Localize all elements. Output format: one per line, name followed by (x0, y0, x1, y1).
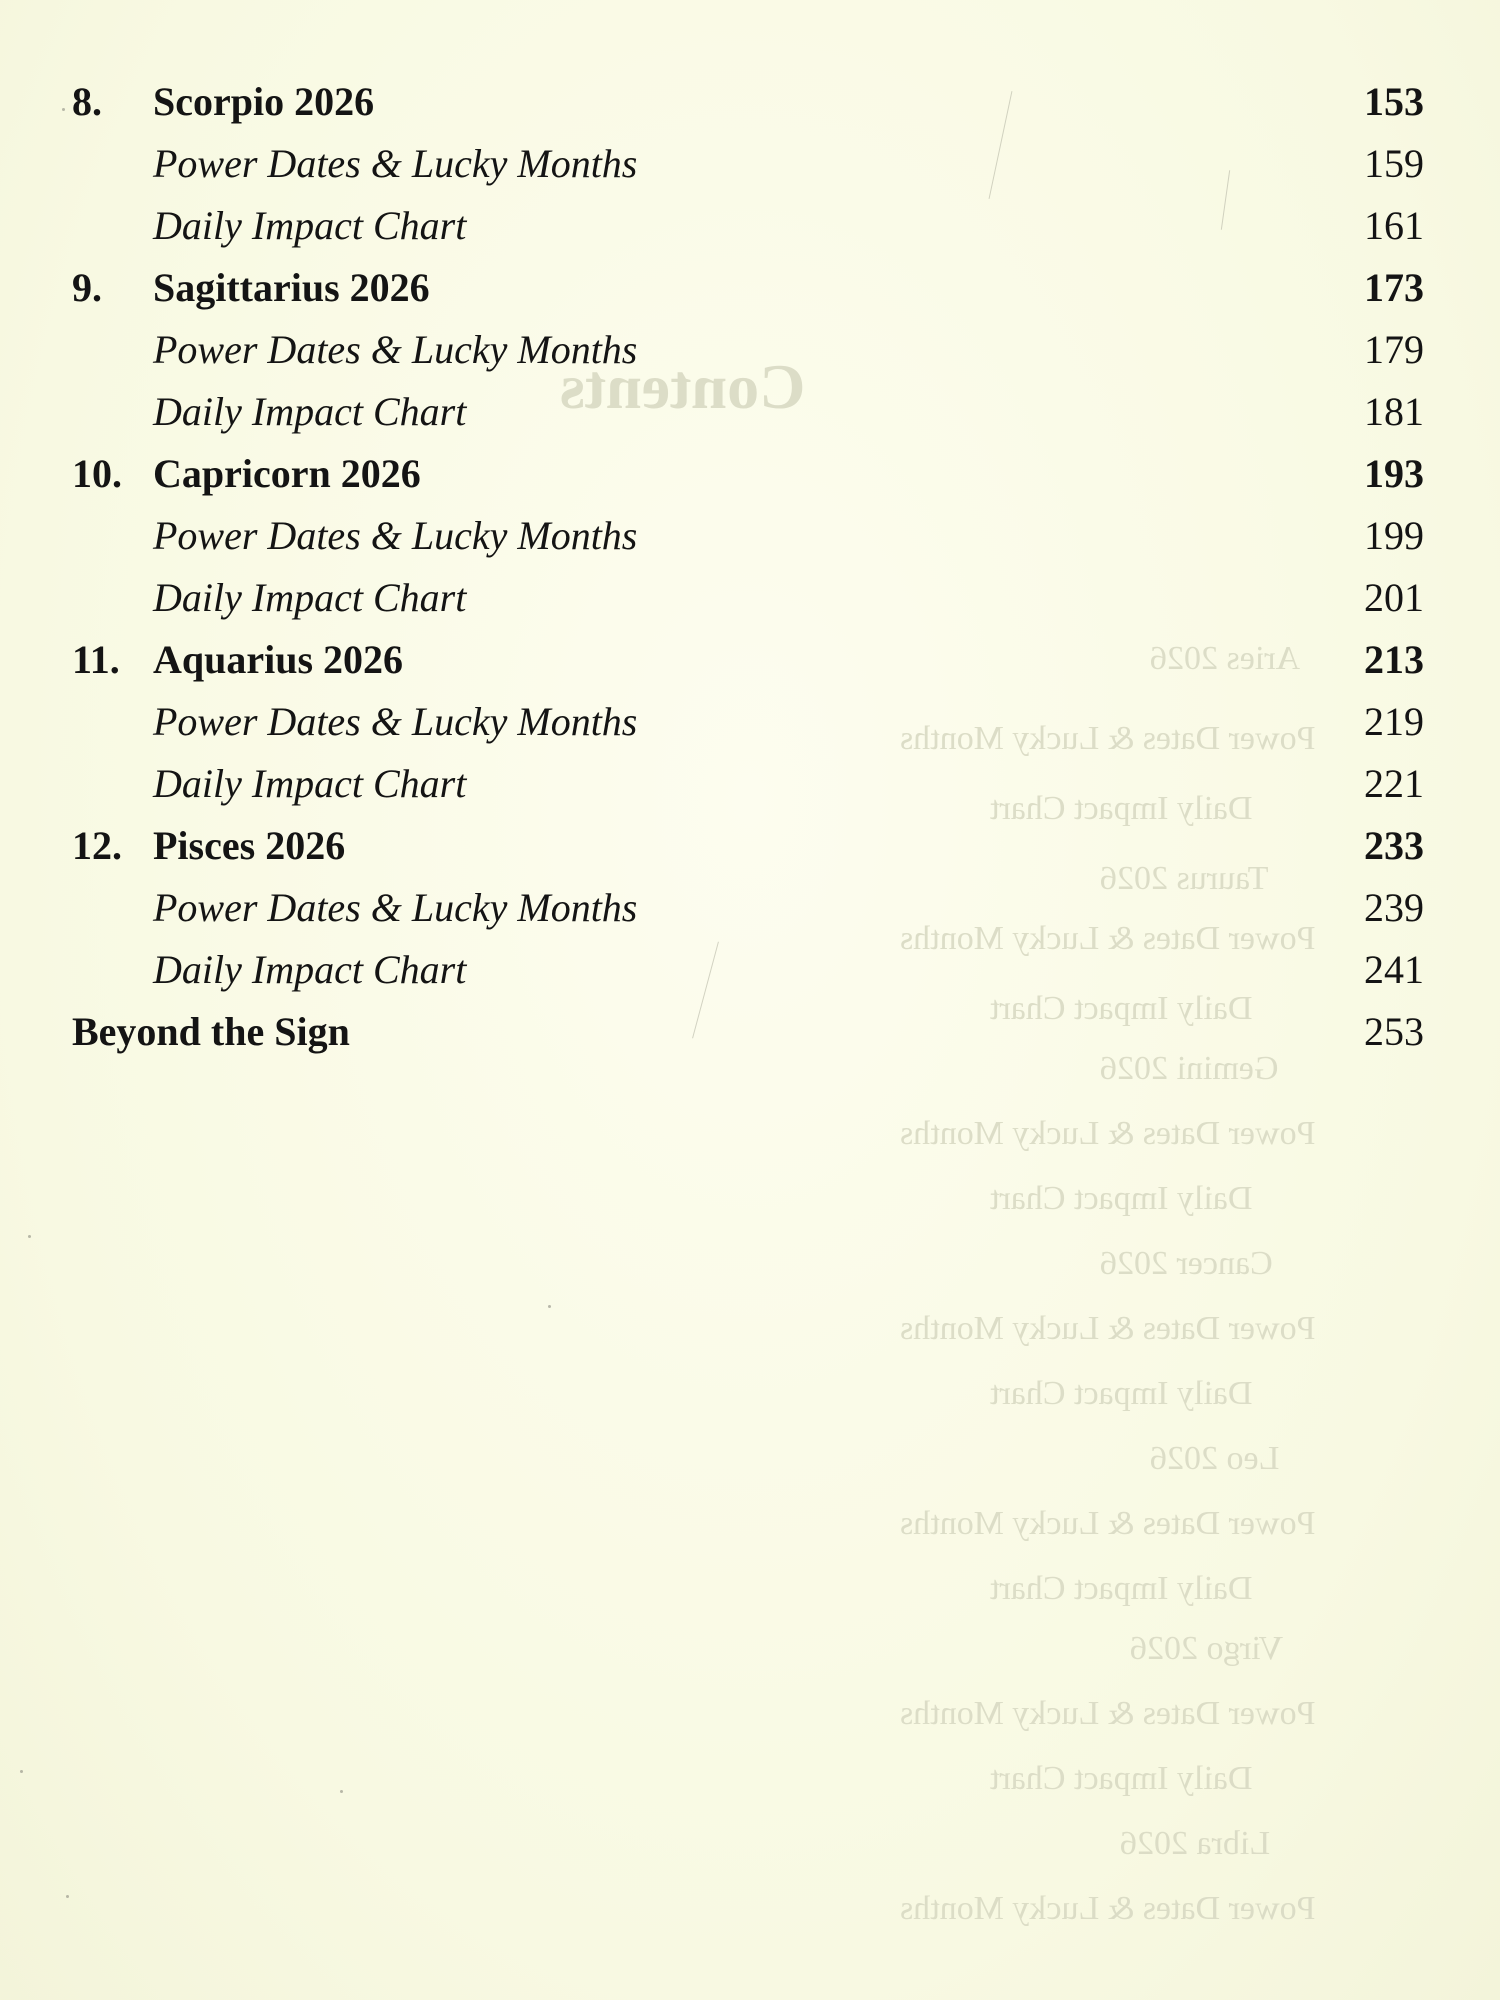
page-number: 239 (1364, 885, 1424, 930)
chapter-number: 11. (72, 637, 120, 682)
show-through-text: Cancer 2026 (1100, 1245, 1273, 1282)
toc-section-row[interactable] (0, 878, 1500, 938)
page-number: 233 (1364, 823, 1424, 868)
section-title: Daily Impact Chart (153, 947, 467, 992)
page-number: 193 (1364, 451, 1424, 496)
toc-section-row[interactable] (0, 754, 1500, 814)
chapter-number: 8. (72, 79, 102, 124)
toc-chapter-row[interactable] (0, 258, 1500, 318)
page-number: 213 (1364, 637, 1424, 682)
show-through-text: Contents (560, 351, 806, 422)
toc-section-row[interactable] (0, 196, 1500, 256)
paper-speck (28, 1235, 31, 1238)
show-through-text: Power Dates & Lucky Months (900, 920, 1316, 957)
page-number: 201 (1364, 575, 1424, 620)
toc-chapter-row[interactable] (0, 72, 1500, 132)
section-title: Daily Impact Chart (153, 761, 467, 806)
toc-chapter-row[interactable] (0, 816, 1500, 876)
show-through-text: Power Dates & Lucky Months (900, 1890, 1316, 1927)
paper-speck (548, 1305, 551, 1308)
show-through-text: Libra 2026 (1120, 1825, 1271, 1862)
section-title: Power Dates & Lucky Months (153, 699, 638, 744)
page-number: 153 (1364, 79, 1424, 124)
toc-back-matter-row[interactable] (0, 1002, 1500, 1062)
toc-section-row[interactable] (0, 506, 1500, 566)
show-through-text: Power Dates & Lucky Months (900, 720, 1316, 757)
paper-speck (20, 1770, 23, 1773)
page-number: 179 (1364, 327, 1424, 372)
show-through-text: Power Dates & Lucky Months (900, 1115, 1316, 1152)
page-number: 161 (1364, 203, 1424, 248)
toc-section-row[interactable] (0, 568, 1500, 628)
page-number: 181 (1364, 389, 1424, 434)
section-title: Daily Impact Chart (153, 203, 467, 248)
chapter-number: 10. (72, 451, 122, 496)
show-through-text: Daily Impact Chart (990, 1375, 1253, 1412)
show-through-text: Power Dates & Lucky Months (900, 1505, 1316, 1542)
paper-speck (66, 1895, 69, 1898)
back-matter-title: Beyond the Sign (72, 1009, 350, 1054)
show-through-text: Gemini 2026 (1100, 1050, 1279, 1087)
show-through-text: Taurus 2026 (1100, 860, 1269, 897)
toc-section-row[interactable] (0, 320, 1500, 380)
section-title: Daily Impact Chart (153, 575, 467, 620)
show-through-text: Daily Impact Chart (990, 1760, 1253, 1797)
toc-section-row[interactable] (0, 134, 1500, 194)
show-through-text: Daily Impact Chart (990, 990, 1253, 1027)
toc-chapter-row[interactable] (0, 630, 1500, 690)
page-number: 221 (1364, 761, 1424, 806)
section-title: Power Dates & Lucky Months (153, 141, 638, 186)
show-through-text: Daily Impact Chart (990, 1570, 1253, 1607)
toc-section-row[interactable] (0, 692, 1500, 752)
section-title: Daily Impact Chart (153, 389, 467, 434)
chapter-number: 9. (72, 265, 102, 310)
toc-chapter-row[interactable] (0, 444, 1500, 504)
page-number: 173 (1364, 265, 1424, 310)
chapter-title: Aquarius 2026 (153, 637, 404, 682)
show-through-text: Daily Impact Chart (990, 1180, 1253, 1217)
page-number: 159 (1364, 141, 1424, 186)
paper-speck (340, 1790, 343, 1793)
page-number: 241 (1364, 947, 1424, 992)
chapter-title: Pisces 2026 (153, 823, 346, 868)
section-title: Power Dates & Lucky Months (153, 513, 638, 558)
page-number: 199 (1364, 513, 1424, 558)
toc-section-row[interactable] (0, 382, 1500, 442)
toc-section-row[interactable] (0, 940, 1500, 1000)
show-through-text: Daily Impact Chart (990, 790, 1253, 827)
show-through-text: Leo 2026 (1150, 1440, 1280, 1477)
show-through-text: Virgo 2026 (1130, 1630, 1284, 1667)
chapter-title: Scorpio 2026 (153, 79, 375, 124)
page-number: 219 (1364, 699, 1424, 744)
section-title: Power Dates & Lucky Months (153, 885, 638, 930)
chapter-title: Capricorn 2026 (153, 451, 421, 496)
show-through-text: Power Dates & Lucky Months (900, 1695, 1316, 1732)
chapter-number: 12. (72, 823, 122, 868)
page-number: 253 (1364, 1009, 1424, 1054)
chapter-title: Sagittarius 2026 (153, 265, 430, 310)
section-title: Power Dates & Lucky Months (153, 327, 638, 372)
show-through-text: Aries 2026 (1150, 640, 1301, 677)
show-through-text: Power Dates & Lucky Months (900, 1310, 1316, 1347)
